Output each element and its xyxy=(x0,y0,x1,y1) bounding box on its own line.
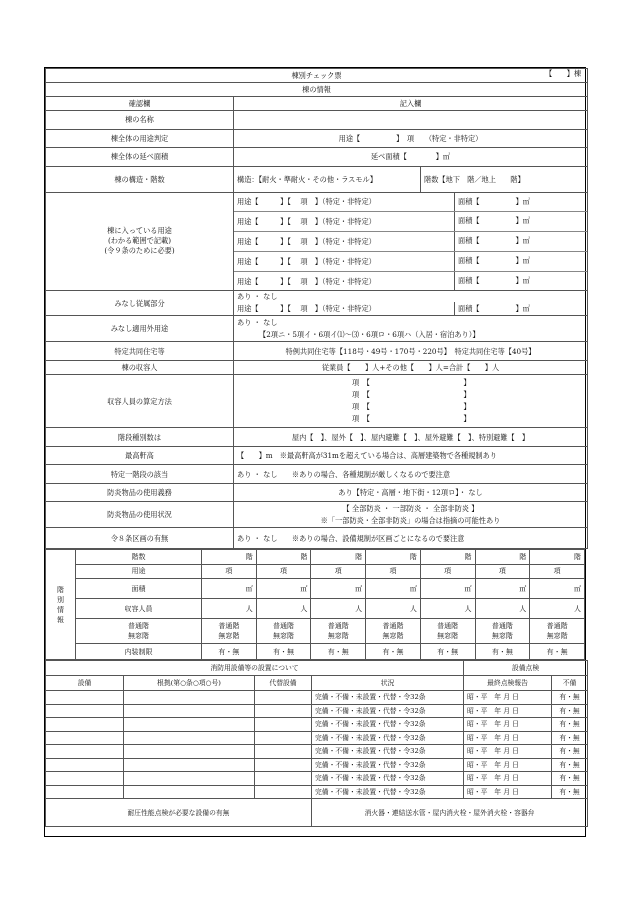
status-cell[interactable]: 完備・不備・未設置・代替・令32条 xyxy=(312,745,464,759)
window-option-windowless[interactable]: 無窓階 xyxy=(327,632,349,641)
window-option-normal[interactable]: 普通階 xyxy=(491,622,513,631)
report-cell[interactable]: 昭・平 年 月 日 xyxy=(464,718,552,732)
use-cell[interactable]: 項 xyxy=(256,564,311,579)
fireproof-duty-field[interactable]: あり【特定・高層・地下街・12項ロ】・ なし xyxy=(234,483,588,502)
fireproof-status-note: ※「一部防炎・全部非防炎」の場合は指摘の可能性あり xyxy=(320,515,501,525)
equipment-cell[interactable] xyxy=(46,704,124,718)
calc-line[interactable]: 項 【 】 xyxy=(352,414,471,424)
people-cell[interactable]: 人 xyxy=(420,599,475,619)
stair-type-label: 階段種別数は xyxy=(46,428,234,447)
deemed-label: みなし従属部分 xyxy=(46,291,234,316)
deemed-use-field[interactable]: 用途【 】【 項 】（特定・非特定） xyxy=(237,304,376,314)
basis-cell[interactable] xyxy=(124,745,255,759)
stair-type-field[interactable]: 屋内【 】、屋外【 】、屋内避難【 】、屋外避難【 】、特別避難【 】 xyxy=(234,428,588,447)
equipment-row xyxy=(46,772,588,786)
status-cell[interactable]: 完備・不備・未設置・代替・令32条 xyxy=(312,704,464,718)
fireproof-duty-label: 防炎物品の使用義務 xyxy=(46,483,234,502)
people-cell[interactable]: 人 xyxy=(475,599,530,619)
alt-cell[interactable] xyxy=(255,718,312,732)
window-cell[interactable] xyxy=(530,619,585,644)
window-option-normal[interactable]: 普通階 xyxy=(382,622,404,631)
use-cell[interactable]: 項 xyxy=(530,564,585,579)
status-cell[interactable]: 完備・不備・未設置・代替・令32条 xyxy=(312,758,464,772)
defect-cell[interactable]: 有・無 xyxy=(552,772,588,786)
fireproof-status-label: 防炎物品の使用状況 xyxy=(46,502,234,528)
building-number-field[interactable]: 【 】棟 xyxy=(545,69,582,78)
use-judge-field[interactable]: 用途【 】 項 （特定・非特定） xyxy=(234,129,588,148)
people-row-label: 収容人員 xyxy=(76,599,202,619)
alt-cell[interactable] xyxy=(255,758,312,772)
capacity-field[interactable]: 従業員【 】人+その他【 】人=合計【 】人 xyxy=(234,360,588,375)
floor-cell[interactable]: 階 xyxy=(530,550,585,565)
equipment-cell[interactable] xyxy=(46,691,124,705)
check-column-header: 確認欄 xyxy=(46,97,234,111)
deemed-area-field[interactable]: 面積【 】㎡ xyxy=(454,302,587,315)
calc-line[interactable]: 項 【 】 xyxy=(352,390,471,400)
use-line-field[interactable]: 用途【 】【 項 】（特定・非特定） xyxy=(237,217,376,227)
equipment-row xyxy=(46,758,588,772)
people-cell[interactable]: 人 xyxy=(311,599,366,619)
alt-cell[interactable] xyxy=(255,785,312,799)
window-option-windowless[interactable]: 無窓階 xyxy=(382,632,404,641)
equipment-row xyxy=(46,785,588,799)
window-row-label-l2: 無窓階 xyxy=(128,632,149,641)
defect-cell[interactable]: 有・無 xyxy=(552,691,588,705)
interior-cell[interactable]: 有・無 xyxy=(202,644,257,660)
status-cell[interactable]: 完備・不備・未設置・代替・令32条 xyxy=(312,772,464,786)
floor-cell[interactable]: 階 xyxy=(256,550,311,565)
alt-cell[interactable] xyxy=(255,704,312,718)
equipment-row xyxy=(46,731,588,745)
use-cell[interactable]: 項 xyxy=(366,564,421,579)
defect-cell[interactable]: 有・無 xyxy=(552,731,588,745)
uses-label: 棟に入っている用途 xyxy=(107,226,172,236)
equipment-row xyxy=(46,704,588,718)
building-name-field[interactable] xyxy=(234,111,588,130)
alt-cell[interactable] xyxy=(255,745,312,759)
basis-cell[interactable] xyxy=(124,785,255,799)
area-cell[interactable]: ㎡ xyxy=(202,579,257,599)
floors-field[interactable]: 階数【地下 階／地上 階】 xyxy=(420,167,587,192)
equipment-cell[interactable] xyxy=(46,731,124,745)
window-row-label-l1: 普通階 xyxy=(128,622,149,631)
structure-field[interactable]: 構造：【耐火・準耐火・その他・ラスモル】 xyxy=(237,174,377,184)
basis-cell[interactable] xyxy=(124,731,255,745)
interior-cell[interactable]: 有・無 xyxy=(475,644,530,660)
area-cell[interactable]: ㎡ xyxy=(366,579,421,599)
window-cell[interactable] xyxy=(202,619,257,644)
uses-label-note2: (令９条のために必要) xyxy=(104,246,175,256)
entry-column-header: 記入欄 xyxy=(234,97,588,111)
sheet-title-cell xyxy=(46,69,588,83)
floor-cell[interactable]: 階 xyxy=(366,550,421,565)
defect-column-header: 不備 xyxy=(552,676,588,691)
window-row-label xyxy=(76,619,202,644)
interior-cell[interactable]: 有・無 xyxy=(366,644,421,660)
equipment-column-header: 設備 xyxy=(46,676,124,691)
window-cell[interactable] xyxy=(256,619,311,644)
use-line-field[interactable]: 用途【 】【 項 】（特定・非特定） xyxy=(237,256,376,266)
interior-cell[interactable]: 有・無 xyxy=(420,644,475,660)
window-option-normal[interactable]: 普通階 xyxy=(437,622,459,631)
floor-cell[interactable]: 階 xyxy=(475,550,530,565)
window-option-normal[interactable]: 普通階 xyxy=(546,622,568,631)
status-column-header: 状況 xyxy=(312,676,464,691)
people-cell[interactable]: 人 xyxy=(256,599,311,619)
area-line-field[interactable]: 面積【 】㎡ xyxy=(454,232,587,251)
single-stair-label: 特定一階段の該当 xyxy=(46,465,234,484)
report-cell[interactable]: 昭・平 年 月 日 xyxy=(464,745,552,759)
window-option-windowless[interactable]: 無窓階 xyxy=(273,632,295,641)
art8-field[interactable]: あり ・ なし ※ありの場合、設備規制が区画ごとになるので要注意 xyxy=(234,528,588,549)
excluded-categories[interactable]: 【2項ニ・5項イ・6項イ⑴～⑶・6項ロ・6項ハ（入居・宿泊あり）】 xyxy=(259,329,480,339)
status-cell[interactable]: 完備・不備・未設置・代替・令32条 xyxy=(312,718,464,732)
floor-area-label: 棟全体の延べ面積 xyxy=(46,148,234,167)
window-option-normal[interactable]: 普通階 xyxy=(273,622,295,631)
defect-cell[interactable]: 有・無 xyxy=(552,704,588,718)
basis-cell[interactable] xyxy=(124,704,255,718)
shared-housing-label: 特定共同住宅等 xyxy=(46,342,234,361)
basis-cell[interactable] xyxy=(124,691,255,705)
equipment-cell[interactable] xyxy=(46,718,124,732)
pressure-test-field[interactable]: 消火器・連結送水管・屋内消火栓・屋外消火栓・容器弁 xyxy=(312,799,588,827)
window-cell[interactable] xyxy=(366,619,421,644)
building-name-label: 棟の名称 xyxy=(46,111,234,130)
people-cell[interactable]: 人 xyxy=(366,599,421,619)
floor-area-field[interactable]: 延べ面積【 】㎡ xyxy=(234,148,588,167)
floor-cell[interactable]: 階 xyxy=(202,550,257,565)
deemed-yes-no[interactable]: あり ・ なし xyxy=(237,292,278,302)
use-line-field[interactable]: 用途【 】【 項 】（特定・非特定） xyxy=(237,276,376,286)
equipment-cell[interactable] xyxy=(46,758,124,772)
equipment-row xyxy=(46,718,588,732)
floor-cell[interactable]: 階 xyxy=(311,550,366,565)
status-cell[interactable]: 完備・不備・未設置・代替・令32条 xyxy=(312,731,464,745)
structure-label: 棟の構造・階数 xyxy=(46,166,234,192)
interior-cell[interactable]: 有・無 xyxy=(311,644,366,660)
capacity-label: 棟の収容人 xyxy=(46,360,234,375)
shared-housing-field[interactable]: 特例共同住宅等【118号・49号・170号・220号】 特定共同住宅等【40号】 xyxy=(234,342,588,361)
check-sheet xyxy=(44,67,586,837)
calc-method-label: 収容人員の算定方法 xyxy=(46,375,234,428)
window-option-windowless[interactable]: 無窓階 xyxy=(546,632,568,641)
floor-info-side-label: 階別情報 xyxy=(46,550,76,660)
basis-column-header: 根拠(第○条○項○号) xyxy=(124,676,255,691)
equipment-row xyxy=(46,691,588,705)
alt-cell[interactable] xyxy=(255,731,312,745)
people-cell[interactable]: 人 xyxy=(202,599,257,619)
equipment-header: 消防用設備等の設置について xyxy=(46,661,464,676)
window-option-windowless[interactable]: 無窓階 xyxy=(218,632,240,641)
calc-line[interactable]: 項 【 】 xyxy=(352,378,471,388)
alt-cell[interactable] xyxy=(255,691,312,705)
area-line-field[interactable]: 面積【 】㎡ xyxy=(454,212,587,231)
report-cell[interactable]: 昭・平 年 月 日 xyxy=(464,704,552,718)
uses-label-cell xyxy=(46,192,234,291)
equipment-cell[interactable] xyxy=(46,745,124,759)
area-line-field[interactable]: 面積【 】㎡ xyxy=(454,252,587,271)
excluded-yes-no[interactable]: あり ・ なし xyxy=(237,317,278,327)
window-option-normal[interactable]: 普通階 xyxy=(327,622,349,631)
basis-cell[interactable] xyxy=(124,718,255,732)
excluded-label: みなし適用外用途 xyxy=(46,316,234,342)
use-judge-label: 棟全体の用途判定 xyxy=(46,129,234,148)
report-cell[interactable]: 昭・平 年 月 日 xyxy=(464,785,552,799)
defect-cell[interactable]: 有・無 xyxy=(552,758,588,772)
report-cell[interactable]: 昭・平 年 月 日 xyxy=(464,731,552,745)
report-cell[interactable]: 昭・平 年 月 日 xyxy=(464,758,552,772)
alt-cell[interactable] xyxy=(255,772,312,786)
area-cell[interactable]: ㎡ xyxy=(530,579,585,599)
report-cell[interactable]: 昭・平 年 月 日 xyxy=(464,772,552,786)
area-row-label: 面積 xyxy=(76,579,202,599)
max-height-field[interactable]: 【 】m ※最高軒高が31mを超えている場合は、高層建築物で各種規制あり xyxy=(234,446,588,465)
use-line-field[interactable]: 用途【 】【 項 】（特定・非特定） xyxy=(237,236,376,246)
interior-cell[interactable]: 有・無 xyxy=(530,644,585,660)
basis-cell[interactable] xyxy=(124,772,255,786)
window-option-normal[interactable]: 普通階 xyxy=(218,622,240,631)
window-cell[interactable] xyxy=(475,619,530,644)
floor-row-label: 階数 xyxy=(76,550,202,565)
use-row-label: 用途 xyxy=(76,564,202,579)
area-cell[interactable]: ㎡ xyxy=(420,579,475,599)
window-cell[interactable] xyxy=(311,619,366,644)
inspection-header: 設備点検 xyxy=(464,661,588,676)
area-line-field[interactable]: 面積【 】㎡ xyxy=(454,272,587,291)
max-height-label: 最高軒高 xyxy=(46,446,234,465)
single-stair-field[interactable]: あり ・ なし ※ありの場合、各種規制が厳しくなるので要注意 xyxy=(234,465,588,484)
status-cell[interactable]: 完備・不備・未設置・代替・令32条 xyxy=(312,785,464,799)
fireproof-status-options[interactable]: 【 全部防炎 ・ 一部防炎 ・ 全部非防炎 】 xyxy=(342,503,479,513)
pressure-test-label: 耐圧性能点検が必要な設備の有無 xyxy=(46,799,312,827)
window-option-windowless[interactable]: 無窓階 xyxy=(437,632,459,641)
equipment-cell[interactable] xyxy=(46,785,124,799)
sheet-title: 棟別チェック票 xyxy=(291,71,342,80)
defect-cell[interactable]: 有・無 xyxy=(552,785,588,799)
status-cell[interactable]: 完備・不備・未設置・代替・令32条 xyxy=(312,691,464,705)
defect-cell[interactable]: 有・無 xyxy=(552,718,588,732)
use-cell[interactable]: 項 xyxy=(475,564,530,579)
basis-cell[interactable] xyxy=(124,758,255,772)
window-option-windowless[interactable]: 無窓階 xyxy=(491,632,513,641)
art8-label: 令８条区画の有無 xyxy=(46,528,234,549)
area-line-field[interactable]: 面積【 】㎡ xyxy=(454,193,587,212)
interior-cell[interactable]: 有・無 xyxy=(256,644,311,660)
use-cell[interactable]: 項 xyxy=(202,564,257,579)
calc-line[interactable]: 項 【 】 xyxy=(352,402,471,412)
window-cell[interactable] xyxy=(420,619,475,644)
use-cell[interactable]: 項 xyxy=(311,564,366,579)
equipment-row xyxy=(46,745,588,759)
equipment-cell[interactable] xyxy=(46,772,124,786)
use-cell[interactable]: 項 xyxy=(420,564,475,579)
report-column-header: 最終点検報告 xyxy=(464,676,552,691)
defect-cell[interactable]: 有・無 xyxy=(552,745,588,759)
report-cell[interactable]: 昭・平 年 月 日 xyxy=(464,691,552,705)
people-cell[interactable]: 人 xyxy=(530,599,585,619)
alt-column-header: 代替設備 xyxy=(255,676,312,691)
floor-cell[interactable]: 階 xyxy=(420,550,475,565)
area-cell[interactable]: ㎡ xyxy=(256,579,311,599)
area-cell[interactable]: ㎡ xyxy=(311,579,366,599)
use-line-field[interactable]: 用途【 】【 項 】（特定・非特定） xyxy=(237,197,376,207)
area-cell[interactable]: ㎡ xyxy=(475,579,530,599)
interior-row-label: 内装制限 xyxy=(76,644,202,660)
building-info-header: 棟の情報 xyxy=(46,83,588,97)
uses-label-note: (わかる範囲で記載) xyxy=(107,236,172,246)
